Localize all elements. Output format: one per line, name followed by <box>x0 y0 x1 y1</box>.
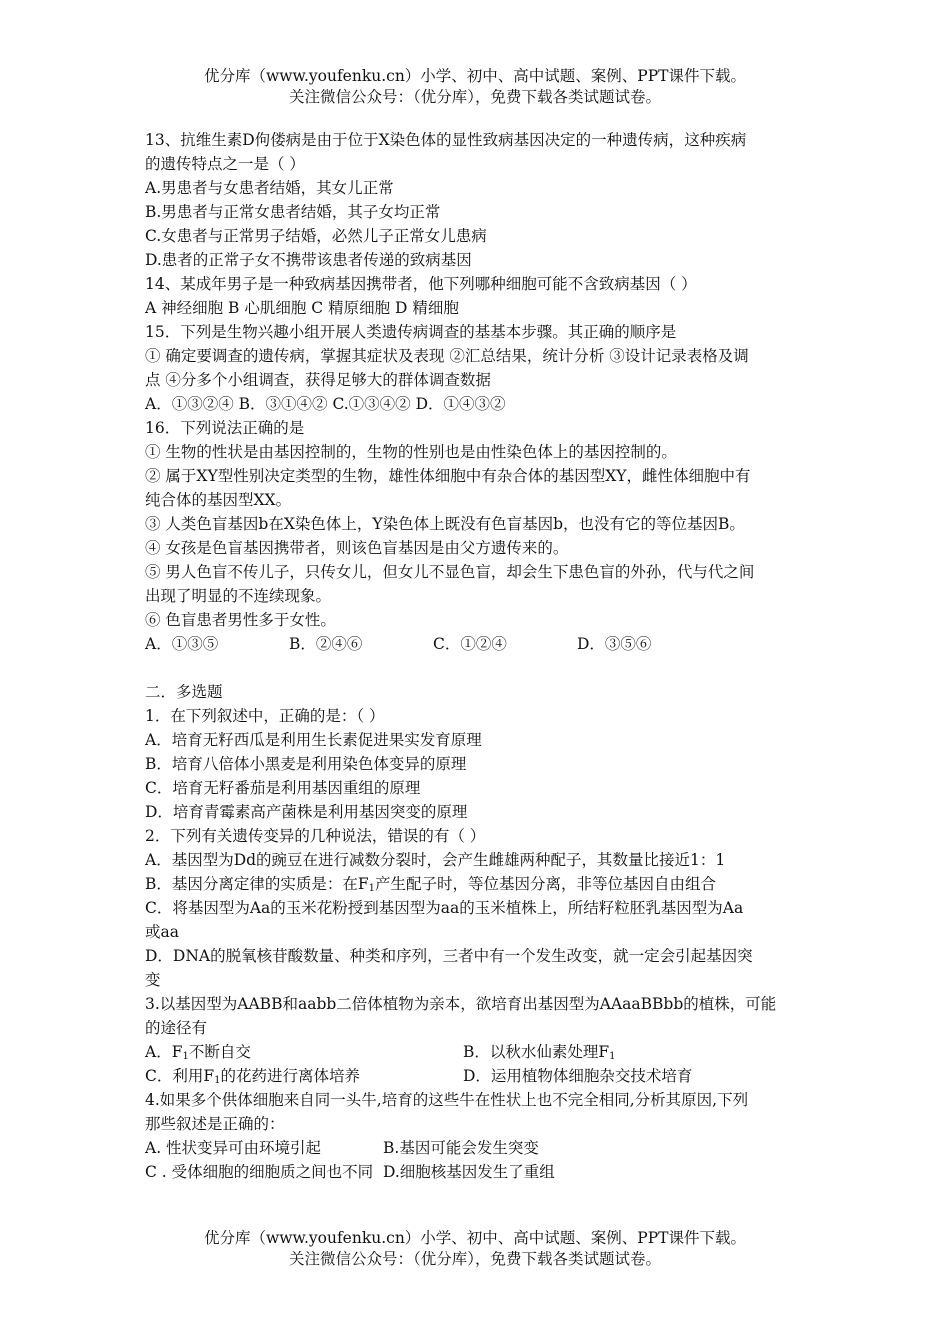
q14-options: A 神经细胞 B 心肌细胞 C 精原细胞 D 精细胞 <box>145 299 459 317</box>
q16-option-b: B．②④⑥ <box>289 635 363 653</box>
m3-stem-2: 的途径有 <box>145 1019 208 1037</box>
q15-stem: 15．下列是生物兴趣小组开展人类遗传病调查的基基本步骤。其正确的顺序是 <box>145 323 677 341</box>
q13-option-b: B.男患者与正常女患者结婚，其子女均正常 <box>145 203 441 221</box>
q16-option-a: A．①③⑤ <box>145 635 219 653</box>
m4-stem-2: 那些叙述是正确的： <box>145 1115 285 1133</box>
m3-option-b-pre: B．以秋水仙素处理F <box>463 1043 610 1061</box>
q15-steps-2: 点 ④分多个小组调查，获得足够大的群体调查数据 <box>145 371 491 389</box>
header-line-2: 关注微信公众号：（优分库），免费下载各类试题试卷。 <box>288 88 661 106</box>
m2-option-a: A．基因型为Dd的豌豆在进行减数分裂时，会产生雌雄两种配子，其数量比接近1：1 <box>145 851 726 869</box>
m3-option-c-post: 的花药进行离体培养 <box>220 1067 361 1085</box>
m2-option-b-post: 产生配子时，等位基因分离，非等位基因自由组合 <box>375 875 717 893</box>
m3-option-c-pre: C．利用F <box>145 1067 215 1085</box>
m4-option-a: A. 性状变异可由环境引起 <box>145 1139 322 1157</box>
m1-option-b: B．培育八倍体小黑麦是利用染色体变异的原理 <box>145 755 467 773</box>
header-line-1: 优分库（www.youfenku.cn）小学、初中、高中试题、案例、PPT课件下载。 <box>203 67 747 85</box>
m1-option-c: C．培育无籽番茄是利用基因重组的原理 <box>145 779 421 797</box>
q14-stem: 14、某成年男子是一种致病基因携带者，他下列哪种细胞可能不含致病基因（ ） <box>145 275 697 293</box>
m3-stem-1: 3.以基因型为AABB和aabb二倍体植物为亲本，欲培育出基因型为AAaaBBbb的植株，可能 <box>145 995 777 1013</box>
q13-option-a: A.男患者与女患者结婚，其女儿正常 <box>145 179 394 197</box>
footer-line-2: 关注微信公众号：（优分库），免费下载各类试题试卷。 <box>288 1250 661 1268</box>
m2-stem: 2．下列有关遗传变异的几种说法，错误的有（ ） <box>145 827 486 845</box>
m4-option-c: C . 受体细胞的细胞质之间也不同 <box>145 1163 374 1181</box>
q16-statement-3: ③ 人类色盲基因b在X染色体上，Y染色体上既没有色盲基因b，也没有它的等位基因B。 <box>145 515 745 533</box>
m3-option-a-post: 不断自交 <box>188 1043 251 1061</box>
section-title-multiple-choice: 二．多选题 <box>145 683 223 701</box>
q16-stem: 16．下列说法正确的是 <box>145 419 305 437</box>
m3-options-row-2 <box>145 1064 809 1088</box>
m4-stem-1: 4.如果多个供体细胞来自同一头牛,培育的这些牛在性状上也不完全相同,分析其原因,下列 <box>145 1091 749 1109</box>
m3-option-a-pre: A．F <box>145 1043 183 1061</box>
q15-steps-1: ① 确定要调查的遗传病，掌握其症状及表现 ②汇总结果，统计分析 ③设计记录表格及调 <box>145 347 749 365</box>
q16-statement-5a: ⑤ 男人色盲不传儿子，只传女儿，但女儿不显色盲，却会生下患色盲的外孙，代与代之间 <box>145 563 755 581</box>
m1-stem: 1．在下列叙述中，正确的是：（ ） <box>145 707 385 725</box>
m2-option-d-2: 变 <box>145 971 161 989</box>
m3-option-b <box>463 1040 616 1064</box>
m3-option-a <box>145 1040 463 1064</box>
footer-line-1: 优分库（www.youfenku.cn）小学、初中、高中试题、案例、PPT课件下载。 <box>203 1229 747 1247</box>
q16-statement-4: ④ 女孩是色盲基因携带者，则该色盲基因是由父方遗传来的。 <box>145 539 569 557</box>
page-header <box>0 66 950 108</box>
q13-option-d: D.患者的正常子女不携带该患者传递的致病基因 <box>145 251 472 269</box>
m3-option-c-sub: 1 <box>214 1075 221 1086</box>
m3-option-d: D．运用植物体细胞杂交技术培育 <box>463 1067 693 1085</box>
q13-stem-1: 13、抗维生素D佝偻病是由于位于X染色体的显性致病基因决定的一种遗传病，这种疾病 <box>145 131 747 149</box>
q16-statement-2b: 纯合体的基因型XX。 <box>145 491 292 509</box>
q16-statement-5b: 出现了明显的不连续现象。 <box>145 587 332 605</box>
q16-option-d: D．③⑤⑥ <box>577 635 652 653</box>
q16-option-c: C．①②④ <box>433 635 507 653</box>
m2-option-c-1: C．将基因型为Aa的玉米花粉授到基因型为aa的玉米植株上，所结籽粒胚乳基因型为Aa <box>145 899 744 917</box>
m4-options-row-1 <box>145 1136 809 1160</box>
m3-options-row-1 <box>145 1040 809 1064</box>
m2-option-b <box>145 872 809 896</box>
m3-option-b-sub: 1 <box>609 1051 616 1062</box>
m2-option-c-2: 或aa <box>145 923 179 941</box>
m2-option-b-sub: 1 <box>368 883 376 894</box>
document-body <box>145 128 809 1184</box>
page-footer <box>0 1228 950 1270</box>
q16-statement-2a: ② 属于XY型性别决定类型的生物，雄性体细胞中有杂合体的基因型XY，雌性体细胞中有 <box>145 467 751 485</box>
q15-options: A．①③②④ B．③①④② C.①③④② D．①④③② <box>145 395 506 413</box>
q16-statement-1: ① 生物的性状是由基因控制的，生物的性别也是由性染色体上的基因控制的。 <box>145 443 677 461</box>
m2-option-d-1: D．DNA的脱氧核苷酸数量、种类和序列，三者中有一个发生改变，就一定会引起基因突 <box>145 947 753 965</box>
m3-option-c <box>145 1064 463 1088</box>
q16-options <box>145 632 809 656</box>
m4-options-row-2 <box>145 1160 809 1184</box>
m1-option-d: D．培育青霉素高产菌株是利用基因突变的原理 <box>145 803 468 821</box>
q16-statement-6: ⑥ 色盲患者男性多于女性。 <box>145 611 336 629</box>
q13-option-c: C.女患者与正常男子结婚，必然儿子正常女儿患病 <box>145 227 487 245</box>
m3-option-a-sub: 1 <box>182 1051 189 1062</box>
m4-option-d: D.细胞核基因发生了重组 <box>383 1163 555 1181</box>
m2-option-b-pre: B．基因分离定律的实质是：在F <box>145 875 369 893</box>
m1-option-a: A．培育无籽西瓜是利用生长素促进果实发育原理 <box>145 731 482 749</box>
spacer <box>145 656 809 680</box>
m4-option-b: B.基因可能会发生突变 <box>383 1139 539 1157</box>
q13-stem-2: 的遗传特点之一是（ ） <box>145 155 305 173</box>
